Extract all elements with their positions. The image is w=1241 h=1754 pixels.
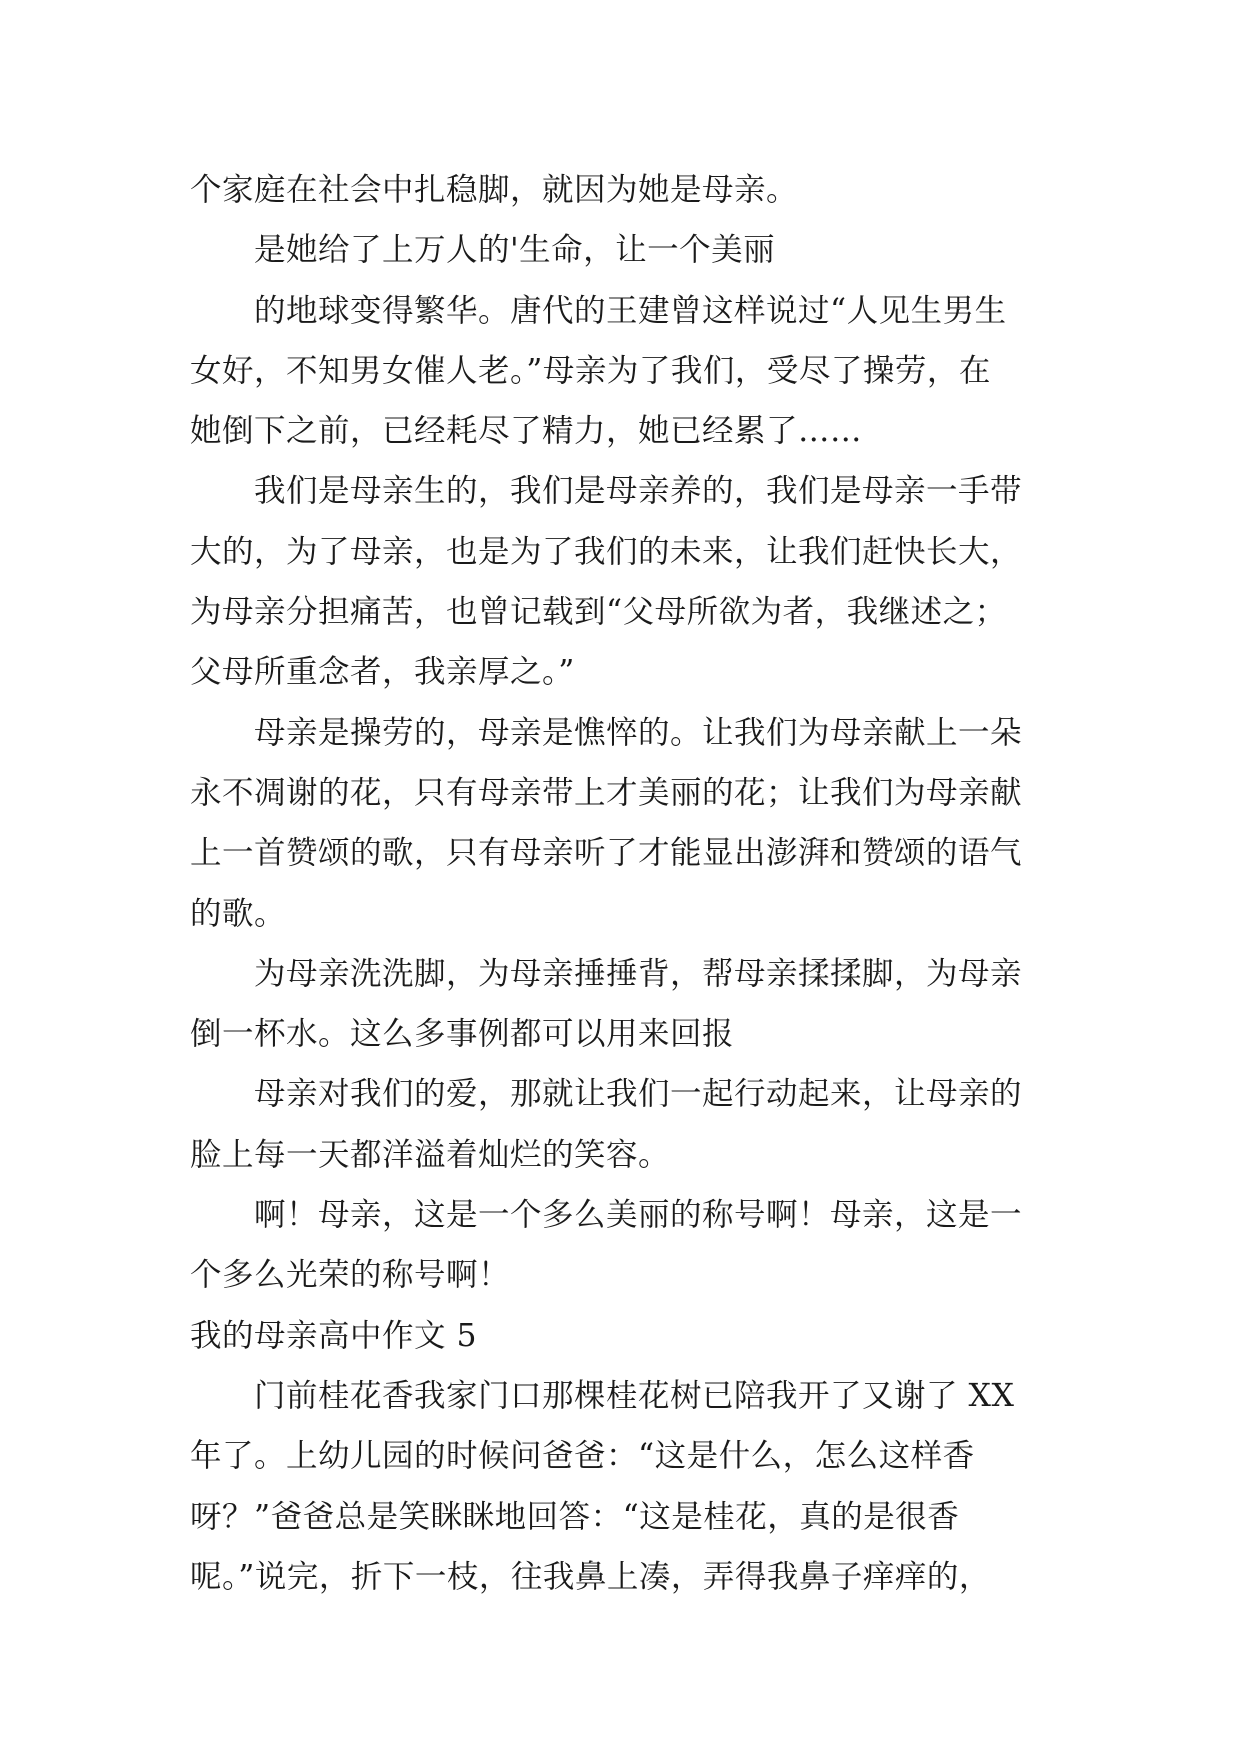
text-line: 呀？”爸爸总是笑眯眯地回答：“这是桂花，真的是很香 bbox=[190, 1498, 960, 1535]
text-line: 父母所重念者，我亲厚之。” bbox=[190, 654, 575, 691]
text-line: 呢。”说完，折下一枝，往我鼻上凑，弄得我鼻子痒痒的， bbox=[190, 1558, 991, 1595]
text-line: 大的，为了母亲，也是为了我们的未来，让我们赶快长大， bbox=[190, 533, 1023, 570]
text-line: 我们是母亲生的，我们是母亲养的，我们是母亲一手带 bbox=[254, 473, 1023, 510]
text-line: 门前桂花香我家门口那棵桂花树已陪我开了又谢了 XX bbox=[254, 1377, 1015, 1414]
document-body bbox=[190, 160, 1060, 1607]
text-line: 上一首赞颂的歌，只有母亲听了才能显出澎湃和赞颂的语气 bbox=[190, 835, 1023, 872]
text-line: 女好，不知男女催人老。”母亲为了我们，受尽了操劳，在 bbox=[190, 352, 991, 389]
text-line: 啊！母亲，这是一个多么美丽的称号啊！母亲，这是一 bbox=[254, 1197, 1023, 1234]
text-line: 为母亲洗洗脚，为母亲捶捶背，帮母亲揉揉脚，为母亲 bbox=[254, 955, 1023, 992]
text-line: 个多么光荣的称号啊！ bbox=[190, 1257, 511, 1294]
text-line: 个家庭在社会中扎稳脚，就因为她是母亲。 bbox=[190, 172, 799, 208]
text-line: 脸上每一天都洋溢着灿烂的笑容。 bbox=[190, 1136, 671, 1173]
text-line: 年了。上幼儿园的时候问爸爸：“这是什么，怎么这样香 bbox=[190, 1438, 975, 1475]
text-line: 的地球变得繁华。唐代的王建曾这样说过“人见生男生 bbox=[254, 292, 1007, 329]
text-line: 她倒下之前，已经耗尽了精力，她已经累了…… bbox=[190, 413, 863, 450]
text-line: 是她给了上万人的'生命，让一个美丽 bbox=[254, 232, 776, 269]
text-line: 为母亲分担痛苦，也曾记载到“父母所欲为者，我继述之； bbox=[190, 594, 1007, 631]
section-heading: 我的母亲高中作文 5 bbox=[190, 1317, 478, 1354]
text-line: 倒一杯水。这么多事例都可以用来回报 bbox=[190, 1016, 735, 1053]
text-line: 母亲对我们的爱，那就让我们一起行动起来，让母亲的 bbox=[254, 1076, 1023, 1113]
text-line: 母亲是操劳的，母亲是憔悴的。让我们为母亲献上一朵 bbox=[254, 714, 1023, 751]
text-line: 永不凋谢的花，只有母亲带上才美丽的花；让我们为母亲献 bbox=[190, 774, 1023, 811]
text-line: 的歌。 bbox=[190, 895, 287, 932]
